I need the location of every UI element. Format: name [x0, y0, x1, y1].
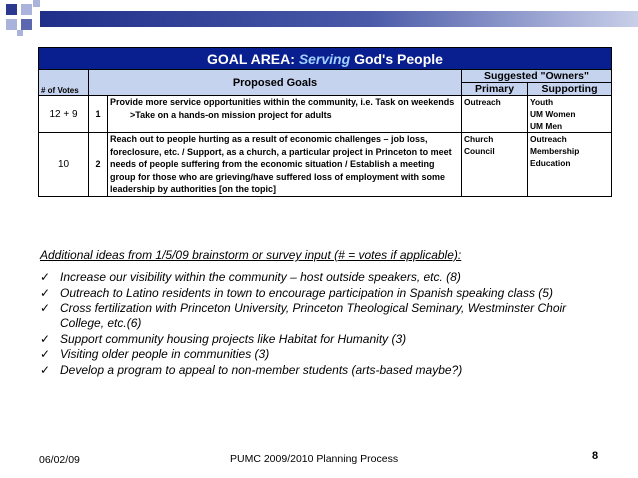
- deco-square: [21, 4, 32, 15]
- goal-main-text: Provide more service opportunities within the community, i.e. Task on weekends: [110, 97, 455, 107]
- goal-sub-text: >Take on a hands-on mission project for adults: [130, 109, 332, 120]
- goal-table: [38, 47, 612, 197]
- title-suffix: God's People: [354, 50, 443, 67]
- owner-name: Outreach: [530, 134, 567, 144]
- idea-text: Outreach to Latino residents in town to encourage participation in Spanish speaking class (5): [60, 285, 553, 300]
- owner-name: Outreach: [464, 97, 501, 107]
- checkmark-icon: ✓: [40, 347, 51, 361]
- owner-name: Youth: [530, 97, 554, 107]
- supporting-owners: [528, 96, 612, 133]
- table-row: [39, 96, 612, 133]
- idea-text: Visiting older people in communities (3): [60, 347, 270, 361]
- table-row: [39, 133, 612, 197]
- owner-name: UM Men: [530, 121, 563, 131]
- goal-main-text: Reach out to people hurting as a result of economic challenges – job loss, foreclosure, etc. / Support, as a church, a particular project in Princeton to meet needs of people suffering from the economic situation / Establish a meeting group for those who are grieving/have suffered loss of employment with some leadership by authorities [on the topic]: [110, 134, 452, 195]
- ideas-list: [40, 270, 610, 378]
- title-prefix: GOAL AREA:: [207, 50, 295, 67]
- owners-header: Suggested "Owners": [462, 70, 612, 83]
- deco-square: [21, 19, 32, 30]
- goal-description: [108, 133, 462, 197]
- list-item: [40, 347, 610, 362]
- idea-text: Increase our visibility within the community – host outside speakers, etc. (8): [60, 270, 461, 284]
- list-item: [40, 286, 610, 301]
- deco-square: [33, 0, 40, 7]
- vote-count: 12 + 9: [39, 96, 89, 133]
- goal-number: 2: [89, 133, 108, 197]
- checkmark-icon: ✓: [40, 285, 51, 300]
- idea-text: Develop a program to appeal to non-member students (arts-based maybe?): [60, 362, 463, 377]
- owner-name: Membership: [530, 146, 580, 156]
- list-item: [40, 363, 610, 378]
- votes-header: # of Votes: [39, 70, 89, 96]
- primary-header: Primary: [462, 83, 528, 96]
- list-item: [40, 332, 610, 347]
- title-highlight: Serving: [298, 50, 351, 67]
- owner-name: Council: [464, 146, 495, 156]
- idea-text: Support community housing projects like Habitat for Humanity (3): [60, 331, 407, 346]
- supporting-header: Supporting: [528, 83, 612, 96]
- list-item: [40, 301, 610, 331]
- primary-owner: [462, 133, 528, 197]
- page-number: 8: [592, 450, 599, 462]
- supporting-owners: [528, 133, 612, 197]
- goal-area-title: [39, 48, 612, 70]
- checkmark-icon: ✓: [40, 301, 51, 315]
- goal-number: 1: [89, 96, 108, 133]
- proposed-goals-header: Proposed Goals: [89, 70, 462, 96]
- checkmark-icon: ✓: [40, 331, 51, 346]
- idea-text: Cross fertilization with Princeton University, Princeton Theological Seminary, Westminster Choir College, etc.(6): [60, 301, 567, 330]
- vote-count: 10: [39, 133, 89, 197]
- deco-square: [6, 4, 17, 15]
- deco-square: [17, 30, 23, 36]
- ideas-heading: Additional ideas from 1/5/09 brainstorm or survey input (# = votes if applicable):: [40, 248, 462, 262]
- primary-owner: [462, 96, 528, 133]
- list-item: [40, 270, 610, 285]
- footer-date: 06/02/09: [39, 454, 80, 466]
- owner-name: UM Women: [530, 109, 576, 119]
- owner-name: Education: [530, 158, 571, 168]
- goal-title-row: [39, 48, 612, 70]
- header-bar: [40, 11, 638, 27]
- deco-square: [6, 19, 17, 30]
- header-row-1: [39, 70, 612, 83]
- footer-title: PUMC 2009/2010 Planning Process: [230, 453, 399, 465]
- checkmark-icon: ✓: [40, 270, 51, 284]
- checkmark-icon: ✓: [40, 362, 51, 377]
- owner-name: Church: [464, 134, 494, 144]
- goal-description: [108, 96, 462, 133]
